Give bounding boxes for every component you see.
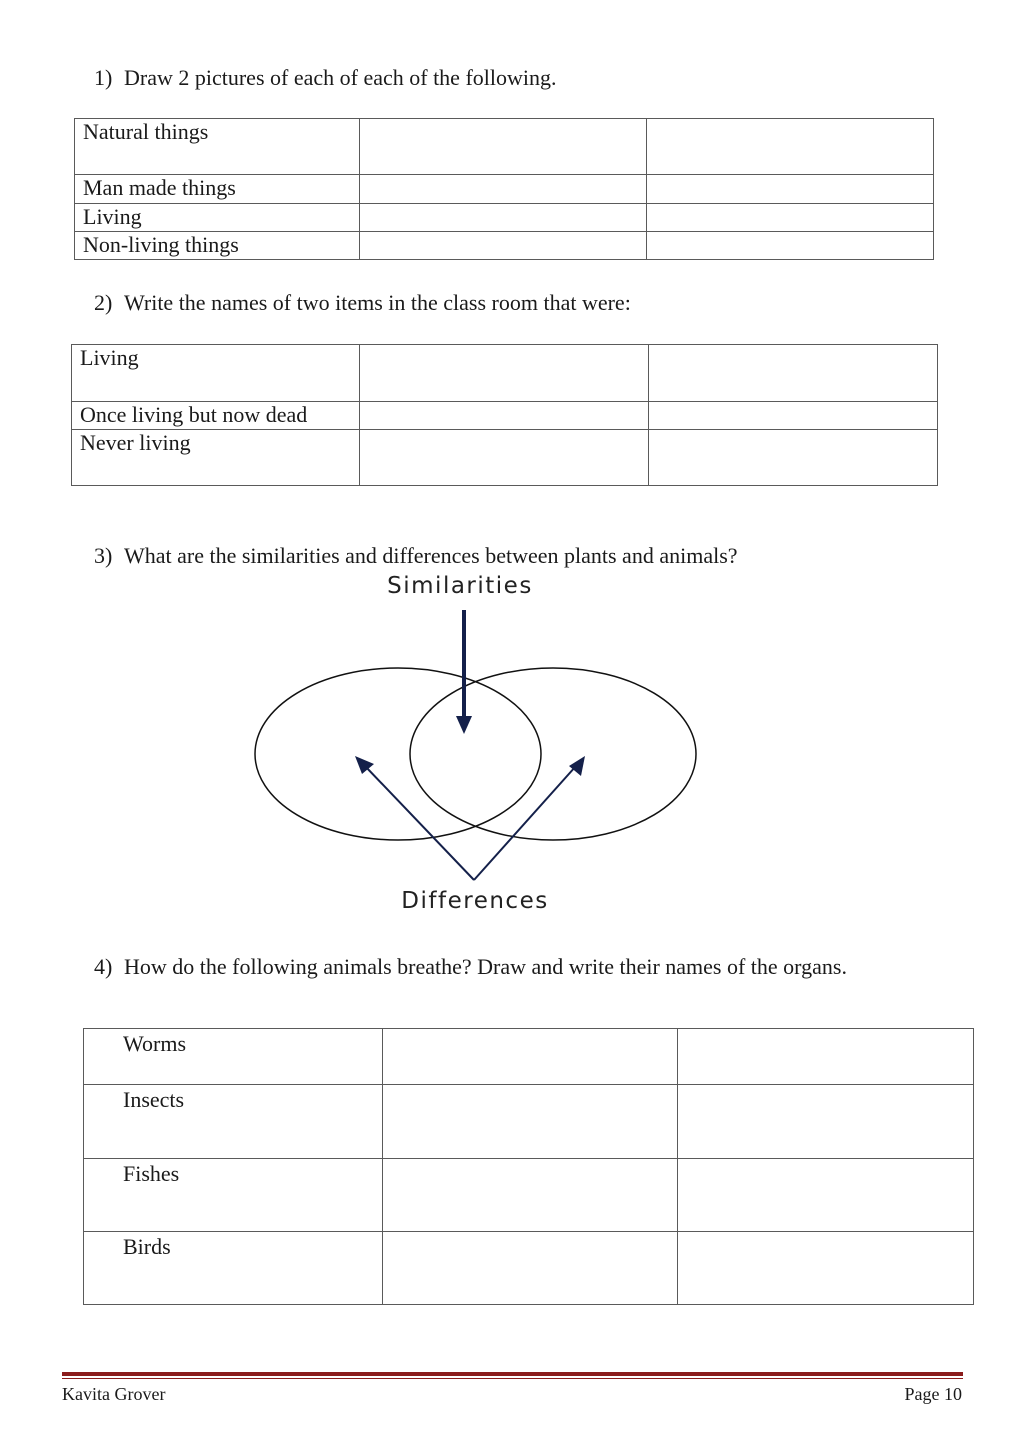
- question-4: [94, 954, 847, 980]
- row-label: Fishes: [84, 1159, 383, 1232]
- similarities-label: Similarities: [387, 573, 533, 599]
- differences-arrows: [355, 756, 585, 880]
- row-label: Natural things: [75, 119, 360, 175]
- table-row: [84, 1232, 974, 1305]
- row-label: Never living: [72, 430, 360, 486]
- table-row: [72, 402, 938, 430]
- answer-cell[interactable]: [360, 204, 647, 232]
- answer-cell[interactable]: [383, 1159, 678, 1232]
- answer-cell[interactable]: [647, 232, 934, 260]
- table-q1: [74, 118, 934, 260]
- table-q2: [71, 344, 938, 486]
- question-text: Write the names of two items in the class room that were:: [124, 290, 631, 315]
- row-label: Once living but now dead: [72, 402, 360, 430]
- answer-cell[interactable]: [678, 1085, 974, 1159]
- answer-cell[interactable]: [383, 1085, 678, 1159]
- answer-cell[interactable]: [678, 1029, 974, 1085]
- footer-page-number: Page 10: [904, 1384, 962, 1404]
- answer-cell[interactable]: [649, 345, 938, 402]
- question-number: 2): [94, 290, 113, 315]
- answer-cell[interactable]: [360, 345, 649, 402]
- table-row: [72, 430, 938, 486]
- footer-author: Kavita Grover: [62, 1384, 166, 1404]
- question-1: [94, 65, 557, 91]
- venn-diagram: [240, 568, 710, 920]
- table-q4: [83, 1028, 974, 1305]
- row-label: Birds: [84, 1232, 383, 1305]
- answer-cell[interactable]: [647, 175, 934, 204]
- answer-cell[interactable]: [360, 430, 649, 486]
- answer-cell[interactable]: [360, 119, 647, 175]
- differences-label: Differences: [401, 888, 549, 914]
- answer-cell[interactable]: [383, 1029, 678, 1085]
- answer-cell[interactable]: [649, 402, 938, 430]
- question-3: [94, 543, 738, 569]
- answer-cell[interactable]: [649, 430, 938, 486]
- left-circle: [255, 668, 541, 840]
- answer-cell[interactable]: [647, 204, 934, 232]
- table-row: [75, 204, 934, 232]
- table-row: [75, 175, 934, 204]
- question-text: How do the following animals breathe? Draw and write their names of the organs.: [124, 954, 847, 979]
- right-circle: [410, 668, 696, 840]
- footer-rule: [62, 1372, 963, 1376]
- question-number: 1): [94, 65, 113, 90]
- answer-cell[interactable]: [383, 1232, 678, 1305]
- question-number: 3): [94, 543, 113, 568]
- table-row: [84, 1029, 974, 1085]
- answer-cell[interactable]: [678, 1159, 974, 1232]
- table-row: [84, 1159, 974, 1232]
- answer-cell[interactable]: [678, 1232, 974, 1305]
- question-2: [94, 290, 631, 316]
- row-label: Living: [72, 345, 360, 402]
- question-text: Draw 2 pictures of each of each of the following.: [124, 65, 557, 90]
- row-label: Worms: [84, 1029, 383, 1085]
- footer-rule-thin: [62, 1378, 963, 1379]
- question-text: What are the similarities and differences between plants and animals?: [124, 543, 738, 568]
- table-row: [72, 345, 938, 402]
- question-number: 4): [94, 954, 113, 979]
- answer-cell[interactable]: [360, 175, 647, 204]
- row-label: Non-living things: [75, 232, 360, 260]
- answer-cell[interactable]: [647, 119, 934, 175]
- similarities-arrow: [456, 610, 472, 734]
- answer-cell[interactable]: [360, 232, 647, 260]
- row-label: Man made things: [75, 175, 360, 204]
- row-label: Living: [75, 204, 360, 232]
- table-row: [75, 232, 934, 260]
- answer-cell[interactable]: [360, 402, 649, 430]
- row-label: Insects: [84, 1085, 383, 1159]
- table-row: [84, 1085, 974, 1159]
- table-row: [75, 119, 934, 175]
